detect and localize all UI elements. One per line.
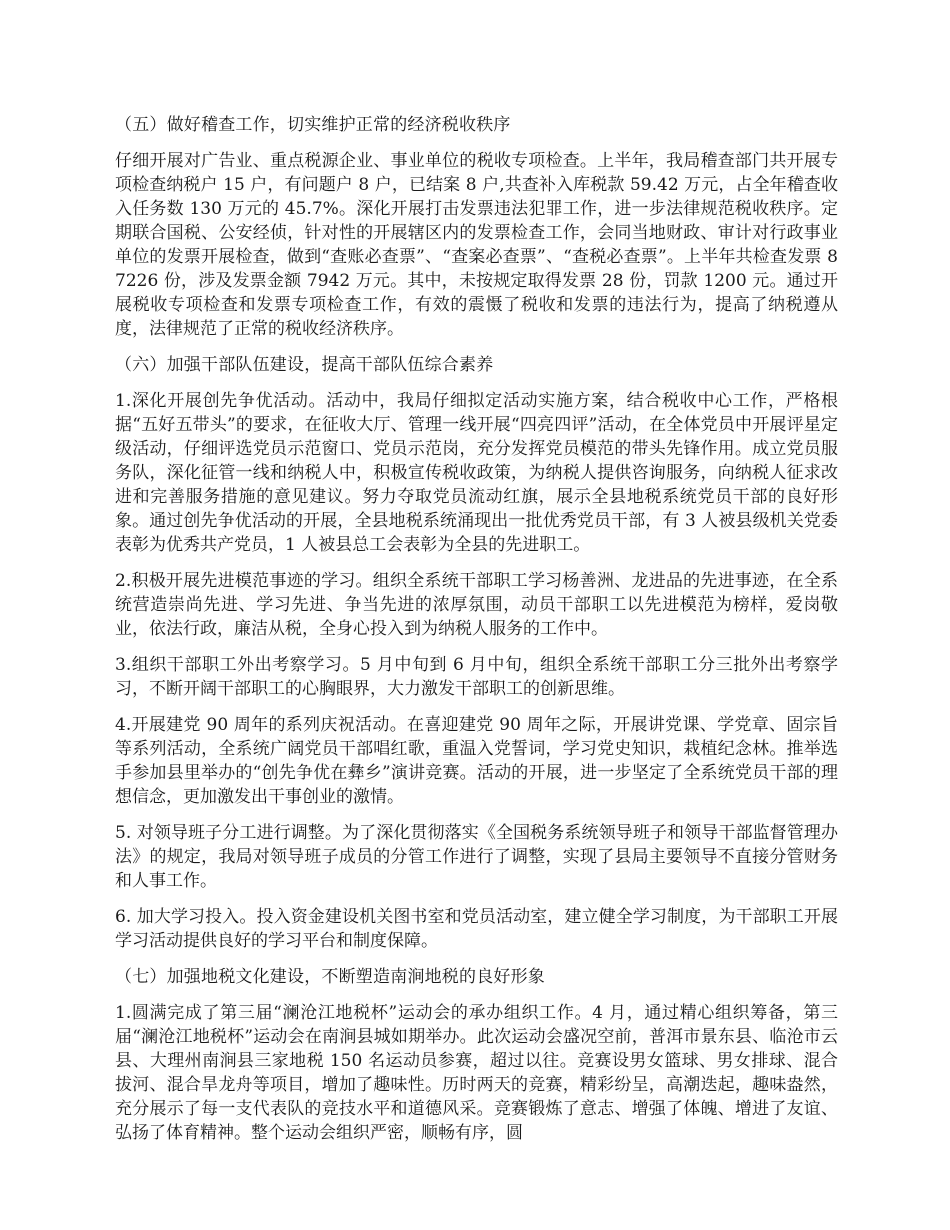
paragraph-inspection: 仔细开展对广告业、重点税源企业、事业单位的税收专项检查。上半年，我局稽查部门共开展专项检查纳税户 15 户，有问题户 8 户，已结案 8 户,共查补入库税款 59.42 万元，占全年稽查收入任务数 130 万元的 45.7%。深化开展打击发票违法犯罪工作，进一步法律规范税收秩序。定期联合国税、公安经侦，针对性的开展辖区内的发票检查工作，会同当地财政、审计对行政事业单位的发票开展检查，做到“查账必查票”、“查案必查票”、“查税必查票”。上半年共检查发票 87226 份，涉及发票金额 7942 万元。其中，未按规定取得发票 28 份，罚款 1200 元。通过开展税收专项检查和发票专项检查工作，有效的震慑了税收和发票的违法行为，提高了纳税遵从度，法律规范了正常的税收经济秩序。 [115,151,838,339]
section-heading-6: （六）加强干部队伍建设，提高干部队伍综合素养 [115,355,494,375]
paragraph-7-1: 1.圆满完成了第三届“澜沧江地税杯”运动会的承办组织工作。4 月，通过精心组织筹备，第三届“澜沧江地税杯”运动会在南涧县城如期举办。此次运动会盛况空前，普洱市景东县、临沧市云县、大理州南涧县三家地税 150 名运动员参赛，超过以往。竞赛设男女篮球、男女排球、混合拔河、混合旱龙舟等项目，增加了趣味性。历时两天的竞赛，精彩纷呈，高潮迭起，趣味盎然，充分展示了每一支代表队的竞技水平和道德风采。竞赛锻炼了意志、增强了体魄、增进了友谊、弘扬了体育精神。整个运动会组织严密，顺畅有序，圆 [115,1003,838,1143]
paragraph-6-2: 2.积极开展先进模范事迹的学习。组织全系统干部职工学习杨善洲、龙进品的先进事迹，在全系统营造崇尚先进、学习先进、争当先进的浓厚氛围，动员干部职工以先进模范为榜样，爱岗敬业，依法行政，廉洁从税，全身心投入到为纳税人服务的工作中。 [115,571,838,639]
paragraph-6-6: 6. 加大学习投入。投入资金建设机关图书室和党员活动室，建立健全学习制度，为干部职工开展学习活动提供良好的学习平台和制度保障。 [115,907,838,951]
section-heading-5: （五）做好稽查工作，切实维护正常的经济税收秩序 [115,115,511,135]
paragraph-6-3: 3.组织干部职工外出考察学习。5 月中旬到 6 月中旬，组织全系统干部职工分三批外出考察学习，不断开阔干部职工的心胸眼界，大力激发干部职工的创新思维。 [115,655,838,699]
section-heading-7: （七）加强地税文化建设，不断塑造南涧地税的良好形象 [115,967,545,987]
paragraph-6-4: 4.开展建党 90 周年的系列庆祝活动。在喜迎建党 90 周年之际，开展讲党课、学党章、固宗旨等系列活动，全系统广阔党员干部唱红歌，重温入党誓词，学习党史知识，栽植纪念林。推举选手参加县里举办的“创先争优在彝乡”演讲竞赛。活动的开展，进一步坚定了全系统党员干部的理想信念，更加激发出干事创业的激情。 [115,715,838,807]
paragraph-6-1: 1.深化开展创先争优活动。活动中，我局仔细拟定活动实施方案，结合税收中心工作，严格根据“五好五带头”的要求，在征收大厅、管理一线开展“四亮四评”活动，在全体党员中开展评星定级活动，仔细评选党员示范窗口、党员示范岗，充分发挥党员模范的带头先锋作用。成立党员服务队，深化征管一线和纳税人中，积极宣传税收政策，为纳税人提供咨询服务，向纳税人征求改进和完善服务措施的意见建议。努力夺取党员流动红旗，展示全县地税系统党员干部的良好形象。通过创先争优活动的开展，全县地税系统涌现出一批优秀党员干部，有 3 人被县级机关党委表彰为优秀共产党员，1 人被县总工会表彰为全县的先进职工。 [115,391,838,555]
paragraph-6-5: 5. 对领导班子分工进行调整。为了深化贯彻落实《全国税务系统领导班子和领导干部监督管理办法》的规定，我局对领导班子成员的分管工作进行了调整，实现了县局主要领导不直接分管财务和人事工作。 [115,823,838,891]
